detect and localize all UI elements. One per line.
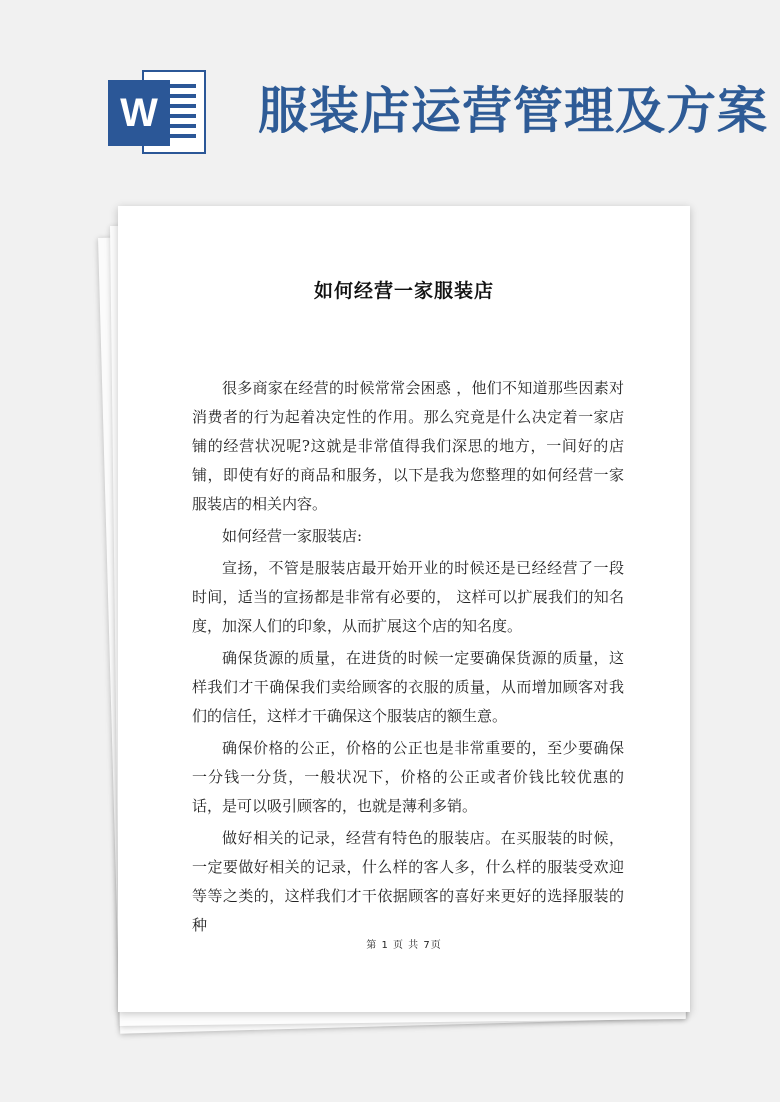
page-number: 第 1 页 共 7页 xyxy=(366,940,442,951)
paragraph: 如何经营一家服装店: xyxy=(222,527,363,545)
document-page xyxy=(118,206,690,1012)
paragraph: 做好相关的记录，经营有特色的服装店。在买服装的时候，一定要做好相关的记录，什么样的客人多，什么样的服装受欢迎等等之类的，这样我们才干依据顾客的喜好来更好的选择服装的种 xyxy=(192,829,624,934)
document-body xyxy=(192,374,624,943)
document-title: 如何经营一家服装店 xyxy=(313,280,494,302)
word-logo-icon xyxy=(108,70,206,154)
header-title: 服装店运营管理及方案 xyxy=(258,81,768,140)
word-logo-letter: W xyxy=(108,80,170,146)
paragraph: 很多商家在经营的时候常常会困惑 ，他们不知道那些因素对消费者的行为起着决定性的作用。那么究竟是什么决定着一家店铺的经营状况呢?这就是非常值得我们深思的地方，一间好的店铺，即使有好的商品和服务，以下是我为您整理的如何经营一家服装店的相关内容。 xyxy=(192,379,624,513)
paragraph: 确保货源的质量，在进货的时候一定要确保货源的质量，这样我们才干确保我们卖给顾客的衣服的质量，从而增加顾客对我们的信任，这样才干确保这个服装店的额生意。 xyxy=(192,649,624,725)
paragraph: 确保价格的公正，价格的公正也是非常重要的，至少要确保一分钱一分货，一般状况下，价格的公正或者价钱比较优惠的话，是可以吸引顾客的，也就是薄利多销。 xyxy=(192,739,624,815)
paragraph: 宣扬，不管是服装店最开始开业的时候还是已经经营了一段时间，适当的宣扬都是非常有必要的， 这样可以扩展我们的知名度，加深人们的印象，从而扩展这个店的知名度。 xyxy=(192,559,624,635)
